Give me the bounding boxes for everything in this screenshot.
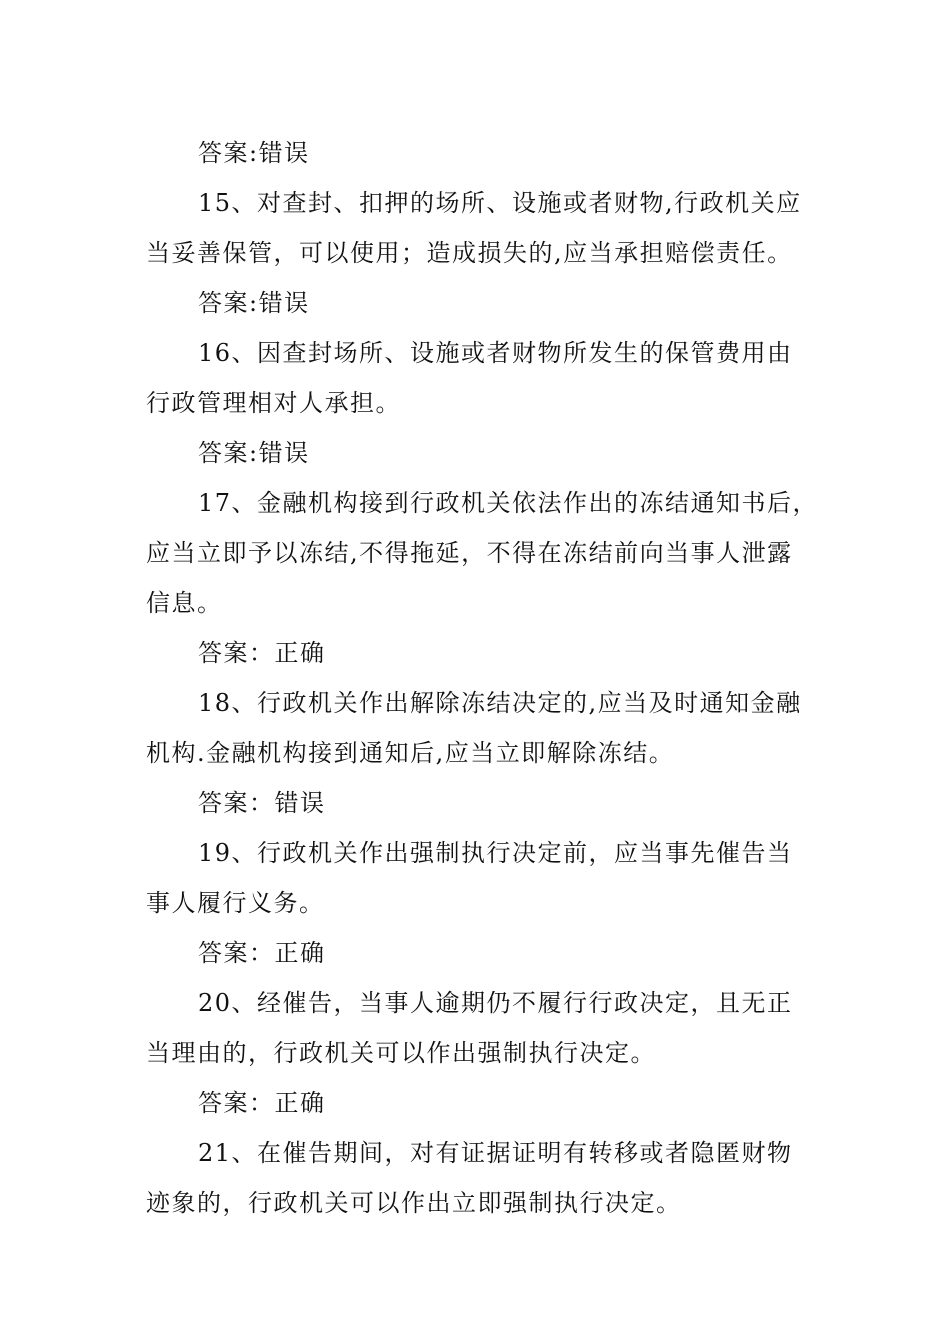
answer-17: 答案：正确 bbox=[198, 639, 326, 667]
question-20-line-2: 当理由的，行政机关可以作出强制执行决定。 bbox=[146, 1039, 656, 1067]
question-18-line-2: 机构.金融机构接到通知后,应当立即解除冻结。 bbox=[146, 739, 675, 767]
question-17-line-1: 17、金融机构接到行政机关依法作出的冻结通知书后， bbox=[198, 489, 819, 517]
question-18-line-1: 18、行政机关作出解除冻结决定的,应当及时通知金融 bbox=[198, 689, 802, 717]
question-17-line-2: 应当立即予以冻结,不得拖延，不得在冻结前向当事人泄露 bbox=[146, 539, 793, 567]
question-21-line-1: 21、在催告期间，对有证据证明有转移或者隐匿财物 bbox=[198, 1139, 793, 1167]
answer-15: 答案:错误 bbox=[198, 289, 310, 317]
answer-16: 答案:错误 bbox=[198, 439, 310, 467]
question-21-line-2: 迹象的，行政机关可以作出立即强制执行决定。 bbox=[146, 1189, 682, 1217]
question-17-line-3: 信息。 bbox=[146, 589, 223, 617]
answer-18: 答案：错误 bbox=[198, 789, 326, 817]
document-body bbox=[146, 128, 819, 1228]
question-19-line-2: 事人履行义务。 bbox=[146, 889, 325, 917]
answer-19: 答案：正确 bbox=[198, 939, 326, 967]
answer-line: 答案:错误 bbox=[198, 139, 310, 167]
question-20-line-1: 20、经催告，当事人逾期仍不履行行政决定，且无正 bbox=[198, 989, 793, 1017]
question-15-line-2: 当妥善保管，可以使用；造成损失的,应当承担赔偿责任。 bbox=[146, 239, 793, 267]
question-16-line-1: 16、因查封场所、设施或者财物所发生的保管费用由 bbox=[198, 339, 793, 367]
question-15-line-1: 15、对查封、扣押的场所、设施或者财物,行政机关应 bbox=[198, 189, 802, 217]
question-16-line-2: 行政管理相对人承担。 bbox=[146, 389, 401, 417]
answer-20: 答案：正确 bbox=[198, 1089, 326, 1117]
question-19-line-1: 19、行政机关作出强制执行决定前，应当事先催告当 bbox=[198, 839, 793, 867]
